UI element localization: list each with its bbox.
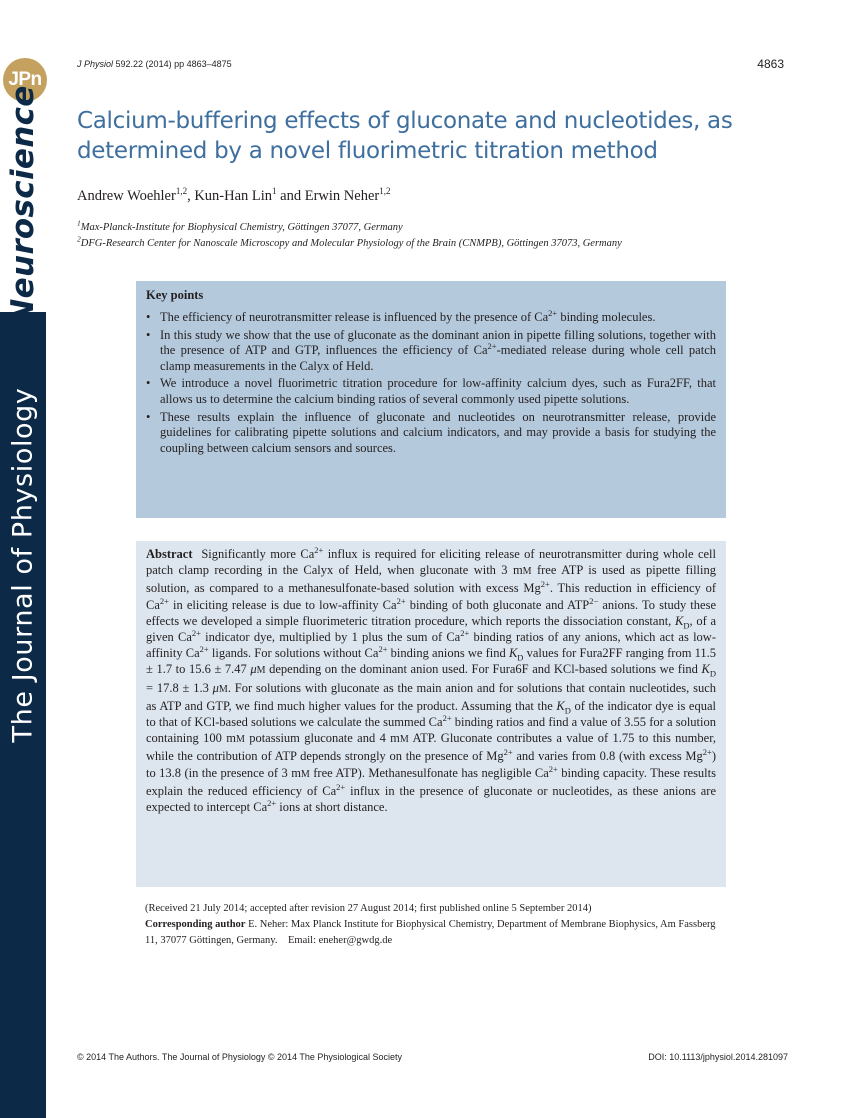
key-points-list [146, 307, 716, 456]
journal-abbrev: J Physiol [77, 59, 114, 69]
author-name: Kun-Han Lin [194, 188, 273, 204]
key-point-item [146, 410, 716, 457]
article-history [145, 901, 725, 949]
author-list [77, 188, 390, 205]
copyright-notice: © 2014 The Authors. The Journal of Physiology © 2014 The Physiological Society [77, 1052, 402, 1062]
citation-text: 592.22 (2014) pp 4863–4875 [115, 59, 232, 69]
author-name: Erwin Neher [304, 188, 380, 204]
author-affiliation: 1,2 [175, 186, 188, 197]
affiliation-line [77, 236, 622, 252]
received-dates: (Received 21 July 2014; accepted after revision 27 August 2014; first published online 5 September 2014) [145, 903, 592, 914]
key-point-item [146, 307, 716, 326]
bullet-icon: • [146, 327, 151, 342]
bullet-icon: • [146, 376, 151, 391]
article-title: Calcium-buffering effects of gluconate and nucleotides, as determined by a novel fluorimetric titration method [77, 108, 733, 164]
affiliation-line [77, 220, 622, 236]
journal-sidebar [0, 0, 46, 1118]
abstract-heading: Abstract [146, 547, 193, 561]
journal-name: The Journal of Physiology [7, 387, 39, 743]
key-point-text: We introduce a novel fluorimetric titration procedure for low-affinity calcium dyes, such as Fura2FF, that allows us to determine the calcium binding ratios of several commonly used pipette solutions. [160, 376, 716, 406]
page-number: 4863 [757, 57, 784, 71]
affiliation-number: 1 [77, 218, 81, 228]
doi: DOI: 10.1113/jphysiol.2014.281097 [648, 1052, 788, 1062]
key-points-box [136, 281, 726, 518]
key-point-item [146, 376, 716, 407]
bullet-icon: • [146, 409, 151, 424]
corresponding-details: E. Neher: Max Planck Institute for Biophysical Chemistry, Department of Membrane Biophysics, Am Fassberg 11, 37077 Göttingen, Germany. Email: eneher@gwdg.de [145, 919, 719, 946]
key-points-heading: Key points [146, 288, 204, 302]
author-separator: and [276, 188, 305, 204]
key-point-text: In this study we show that the use of gluconate as the dominant anion in pipette filling solutions, together with the presence of ATP and GTP, influences the efficiency of $Ca^{2+}$-mediated release during whole cell patch clamp measurements in the Calyx of Held. [160, 327, 716, 373]
key-point-text: These results explain the influence of gluconate and nucleotides on neurotransmitter release, provide guidelines for calibrating pipette solutions and calcium indicators, and may provide a basis for studying the coupling between calcium sensors and sources. [160, 409, 716, 455]
author-affiliation: 1 [272, 186, 277, 197]
author-affiliation: 1,2 [379, 186, 391, 197]
jpn-logo: JPn [3, 58, 47, 102]
affiliation-text: DFG-Research Center for Nanoscale Microscopy and Molecular Physiology of the Brain (CNMPB), Göttingen 37073, Germany [80, 238, 622, 249]
affiliation-text: Max-Planck-Institute for Biophysical Chemistry, Göttingen 37077, Germany [80, 222, 403, 233]
affiliations [77, 220, 622, 252]
key-point-text: The efficiency of neurotransmitter release is influenced by the presence of $Ca^{2+}$ binding molecules. [160, 307, 656, 324]
author-name: Andrew Woehler [77, 188, 176, 204]
abstract-text: Significantly more $Ca^{2+}$ influx is required for eliciting release of neurotransmitter during whole cell patch clamp recording in the Calyx of Held, when gluconate with 3 mM free ATP is used as pipette filling solution, as compared to a methanesulfonate-based solution with excess $Mg^{2+}$. This reduction in efficiency of $Ca^{2+}$ in eliciting release is due to low-affinity $Ca^{2+}$ binding of both gluconate and $ATP^{2-}$ anions. To study these effects we developed a simple fluorimeteric titration procedure, which reports the dissociation constant, $K_D$, of a given $Ca^{2+}$ indicator dye, multiplied by 1 plus the sum of $Ca^{2+}$ binding ratios of any anions, which act as low-affinity $Ca^{2+}$ ligands. For solutions without $Ca^{2+}$ binding anions we find $K_D$ values for Fura2FF ranging from 11.5 ± 1.7 to 15.6 ± 7.47 μM depending on the dominant anion used. For Fura6F and KCl-based solutions we find $K_D = 17.8 \pm 1.3$ μM. For solutions with gluconate as the main anion and for solutions that contain nucleotides, such as ATP and GTP, we find much higher values for the product. Assuming that the $K_D$ of the indicator dye is equal to that of KCl-based solutions we calculate the summed $Ca^{2+}$ binding ratios and find a value of 3.55 for a solution containing 100 mM potassium gluconate and 4 mM ATP. Gluconate contributes a value of 1.75 to this number, while the contribution of ATP depends strongly on the presence of $Mg^{2+}$ and varies from 0.8 (with excess $Mg^{2+}$) to 13.8 (in the presence of 3 mM free ATP). Methanesulfonate has negligible $Ca^{2+}$ binding capacity. These results explain the reduced efficiency of $Ca^{2+}$ influx in the presence of gluconate or nucleotides, as these anions are expected to intercept $Ca^{2+}$ ions at short distance. [146, 544, 717, 815]
author-separator: , [187, 188, 195, 204]
key-point-item [146, 328, 716, 375]
affiliation-number: 2 [77, 234, 81, 244]
section-label: Neuroscience [5, 85, 41, 325]
bullet-icon: • [146, 310, 151, 324]
corresponding-label: Corresponding author [145, 919, 246, 930]
abstract-box [136, 541, 726, 887]
journal-citation [77, 59, 232, 69]
corresponding-author [145, 917, 725, 949]
